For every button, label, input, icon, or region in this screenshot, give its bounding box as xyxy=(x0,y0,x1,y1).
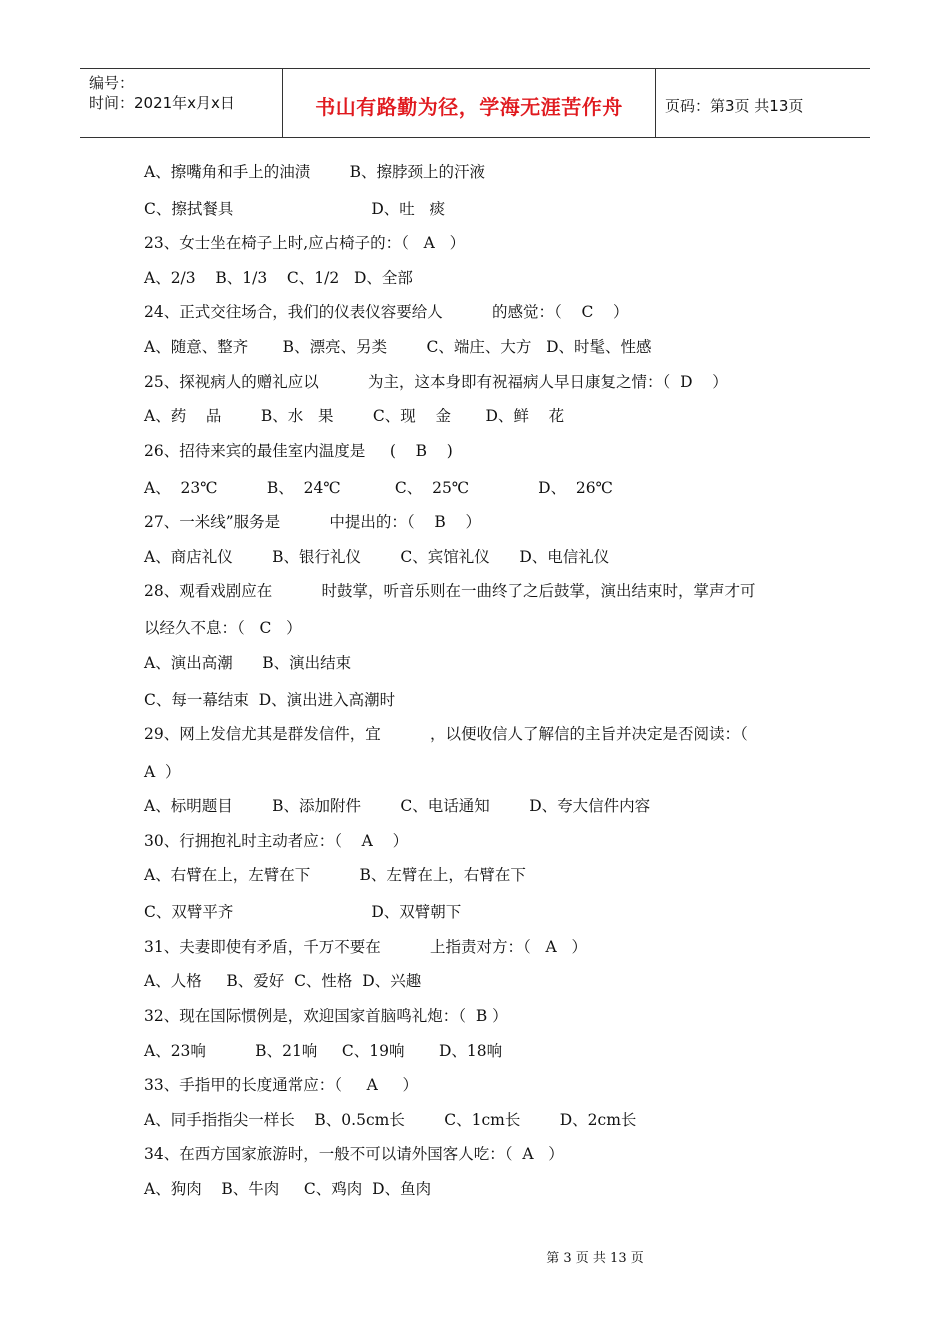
text-line: C、每一幕结束 D、演出进入高潮时 xyxy=(144,691,396,709)
question-line: 25、探视病人的赠礼应以 为主，这本身即有祝福病人早日康复之情：（ D ） xyxy=(144,373,728,391)
text-line: A ） xyxy=(144,763,181,781)
text-line: A、右臂在上，左臂在下 B、左臂在上，右臂在下 xyxy=(144,866,526,884)
question-line: 32、现在国际惯例是，欢迎国家首脑鸣礼炮：（ B ） xyxy=(144,1007,508,1025)
text-line: A、演出高潮 B、演出结束 xyxy=(144,654,352,672)
page-info: 页码：第3页 共13页 xyxy=(665,97,804,115)
text-line: A、23响 B、21响 C、19响 D、18响 xyxy=(144,1042,503,1060)
number-label: 编号： xyxy=(89,74,135,92)
question-line: 34、在西方国家旅游时，一般不可以请外国客人吃：（ A ） xyxy=(144,1145,564,1163)
question-line: 33、手指甲的长度通常应：（ A ） xyxy=(144,1076,418,1094)
text-line: A、同手指指尖一样长 B、0.5cm长 C、1cm长 D、2cm长 xyxy=(144,1111,637,1129)
document-header xyxy=(80,68,870,138)
question-line: 30、行拥抱礼时主动者应：（ A ） xyxy=(144,832,409,850)
header-left-cell xyxy=(80,69,283,137)
question-line: 28、观看戏剧应在 时鼓掌，听音乐则在一曲终了之后鼓掌，演出结束时，掌声才可 xyxy=(144,582,756,600)
text-line: A、 23℃ B、 24℃ C、 25℃ D、 26℃ xyxy=(144,479,613,497)
question-line: 27、一米线”服务是 中提出的：（ B ） xyxy=(144,513,481,531)
question-line: 24、正式交往场合，我们的仪表仪容要给人 的感觉：（ C ） xyxy=(144,303,629,321)
question-line: 26、招待来宾的最佳室内温度是 ( B ) xyxy=(144,442,453,460)
text-line: A、商店礼仪 B、银行礼仪 C、宾馆礼仪 D、电信礼仪 xyxy=(144,548,610,566)
header-mid-cell xyxy=(283,69,656,137)
text-line: C、双臂平齐 D、双臂朝下 xyxy=(144,903,462,921)
text-line: A、狗肉 B、牛肉 C、鸡肉 D、鱼肉 xyxy=(144,1180,432,1198)
question-line: 23、女士坐在椅子上时,应占椅子的：（ A ） xyxy=(144,234,466,252)
question-line: 31、夫妻即使有矛盾，千万不要在 上指责对方：（ A ） xyxy=(144,938,588,956)
text-line: A、药 品 B、水 果 C、现 金 D、鲜 花 xyxy=(144,407,565,425)
text-line: 以经久不息：（ C ） xyxy=(144,619,302,637)
text-line: C、擦拭餐具 D、吐 痰 xyxy=(144,200,446,218)
time-label: 时间：2021年x月x日 xyxy=(89,94,235,112)
text-line: A、擦嘴角和手上的油渍 B、擦脖颈上的汗液 xyxy=(144,163,486,181)
text-line: A、2/3 B、1/3 C、1/2 D、全部 xyxy=(144,269,413,287)
text-line: A、随意、整齐 B、漂亮、另类 C、端庄、大方 D、时髦、性感 xyxy=(144,338,652,356)
question-line: 29、网上发信尤其是群发信件，宜 ，以便收信人了解信的主旨并决定是否阅读：（ xyxy=(144,725,748,743)
text-line: A、标明题目 B、添加附件 C、电话通知 D、夸大信件内容 xyxy=(144,797,651,815)
page-footer: 第 3 页 共 13 页 xyxy=(546,1251,644,1266)
header-right-cell xyxy=(656,69,870,137)
text-line: A、人格 B、爱好 C、性格 D、兴趣 xyxy=(144,972,422,990)
motto-text: 书山有路勤为径，学海无涯苦作舟 xyxy=(315,95,623,119)
